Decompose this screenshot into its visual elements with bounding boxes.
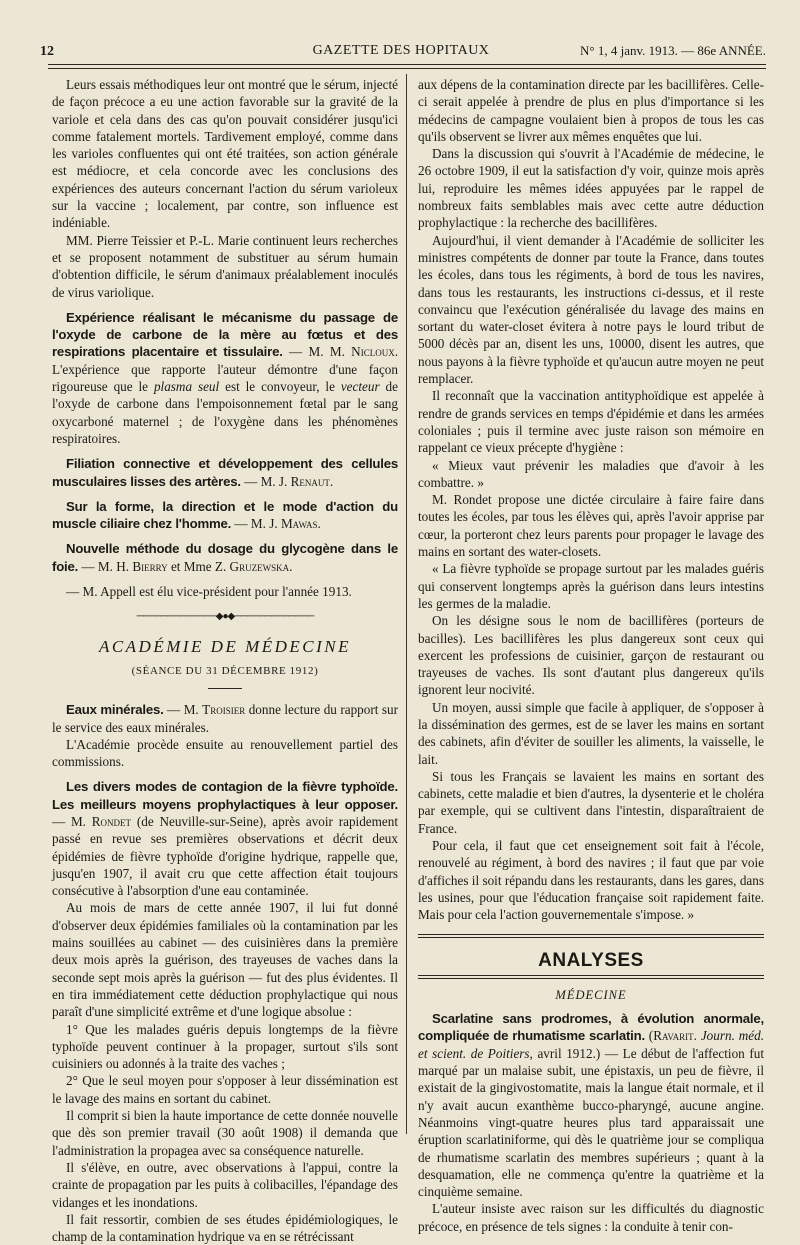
section-double-rule xyxy=(418,934,764,938)
paragraph: Il fait ressortir, combien de ses études épidémiologiques, le champ de la contamination hydrique va en se rétrécissant xyxy=(52,1211,398,1245)
article-author: Ravarit. xyxy=(653,1028,697,1044)
page-number: 12 xyxy=(40,44,54,59)
section-double-rule xyxy=(418,975,764,979)
article-author: Bierry xyxy=(132,558,168,574)
article-author-prefix: — M. xyxy=(52,813,86,829)
ornament-divider: ─────────────◆●◆───────────── xyxy=(136,611,314,623)
article-glycogene xyxy=(52,540,398,575)
short-rule xyxy=(208,688,242,689)
article-muscle-ciliaire xyxy=(52,498,398,533)
article-author-prefix: — M. J. xyxy=(244,473,288,489)
article-author-mid: et Mme Z. xyxy=(170,558,227,574)
ref-date: avril 1912.) — xyxy=(537,1045,619,1061)
issue-info: N° 1, 4 janv. 1913. — 86e ANNÉE. xyxy=(580,43,766,58)
article-author: Troisier xyxy=(202,702,246,718)
article-scarlatine xyxy=(418,1010,764,1200)
paragraph: Il comprit si bien la haute importance de cette donnée nouvelle que dès son premier travail (30 août 1908) il demanda que l'administration la propagea avec sa conséquence naturelle. xyxy=(52,1108,398,1158)
paragraph: Leurs essais méthodiques leur ont montré que le sérum, injecté de façon précoce a eu une action favorable sur la gravité de la variole et cela dans des cas qu'on pouvait considérer jusqu'ici comme fatalement mortels. Tardivement employé, comme dans les varioles confluentes qui ont été traitées, son action générale est médiocre, et cela concorde avec les conclusions des expériences des auteurs concernant l'action du sérum varioleux sur la vaccine ; localement, par contre, son influence est indéniable. xyxy=(52,77,398,231)
paragraph: Dans la discussion qui s'ouvrit à l'Académie de médecine, le 26 octobre 1909, il eut la satisfaction d'y voir, quinze mois après lui, reproduire les mêmes idées appuyées par le rappel de nombreux faits semblables mais avec cette autre déduction prophylactique : la recherche des bacillifères. xyxy=(418,146,764,231)
column-divider xyxy=(406,74,407,1134)
paragraph: L'auteur insiste avec raison sur les difficultés du diagnostic précoce, en présence de tels signes : la conduite à tenir con- xyxy=(418,1201,764,1234)
italic-term: vecteur xyxy=(340,379,380,395)
article-title: Filiation connective et développement des cellules musculaires lisses des artères. xyxy=(52,456,398,489)
article-author: — M. M. Nicloux. xyxy=(289,344,398,360)
paragraph: L'Académie procède ensuite au renouvellement partiel des commissions. xyxy=(52,736,398,770)
article-title: Les divers modes de contagion de la fièvre typhoïde. Les meilleurs moyens prophylactiques à leur opposer. xyxy=(52,779,398,812)
paragraph: MM. Pierre Teissier et P.-L. Marie continuent leurs recherches et se proposent notamment de substituer au sérum humain d'obtention difficile, le sérum d'animaux préalablement inoculés de virus variolique. xyxy=(52,232,398,300)
appell-note: — M. Appell est élu vice-président pour l'année 1913. xyxy=(66,584,352,600)
article-title: Scarlatine sans prodromes, à évolution anormale, compliquée de rhumatisme scarlatin. xyxy=(418,1011,764,1044)
article-eaux xyxy=(52,701,398,736)
seance-date: (SÉANCE DU 31 DÉCEMBRE 1912) xyxy=(131,664,319,677)
article-text: de l'oxyde de carbone dans l'empoisonnement fœtal par le sang oxycarboné maternel ; de l'oxygène dans les phénomènes respiratoires. xyxy=(52,379,398,446)
article-text: L'expérience que rapporte l'auteur démontre d'une façon rigoureuse que le xyxy=(52,361,398,395)
quote: « La fièvre typhoïde se propage surtout par les malades guéris qui conservent longtemps après la guérison dans leurs intestins les germes de la maladie. xyxy=(418,561,764,611)
subsection-title-medecine: MÉDECINE xyxy=(555,987,627,1002)
article-author-prefix: — M. xyxy=(167,702,199,718)
article-text: (de Neuville-sur-Seine), après avoir rapidement passé en revue ses premières observations et décrit deux épidémies de fièvre typhoïde d'origine hydrique, rappelle que, jusqu'en 1907, il avait cru que cette affection était toujours consécutive à l'absorption d'une eau contaminée. xyxy=(52,813,399,899)
paragraph: M. Rondet propose une dictée circulaire à faire faire dans toutes les écoles, par tous les élèves qui, après l'avoir apprise par cœur, la porteront chez leurs parents pour propager le lavage des mains en sortant des water-closets. xyxy=(418,492,764,560)
paragraph: 2° Que le seul moyen pour s'opposer à leur dissémination est le lavage des mains en sortant du cabinet. xyxy=(52,1073,398,1106)
ref-paren: ( xyxy=(648,1028,654,1044)
article-experience xyxy=(52,309,398,447)
article-author: Renaut. xyxy=(290,473,334,489)
paragraph: aux dépens de la contamination directe par les bacillifères. Celle-ci serait appelée à prendre de plus en plus d'importance si les médecins de campagne voulaient bien à propos de tous les cas qu'ils observent se livrer aux mêmes enquêtes que lui. xyxy=(418,77,764,144)
italic-term: plasma seul xyxy=(153,379,220,395)
article-author-prefix: — M. H. xyxy=(81,558,130,574)
paragraph: 1° Que les malades guéris depuis longtemps de la fièvre typhoïde peuvent continuer à la propager, surtout s'ils sont cuisiniers ou adonnés à la traite des vaches ; xyxy=(52,1021,398,1072)
journal-ref: Journ. méd. et scient. de Poitiers, xyxy=(418,1028,764,1061)
article-typhoide xyxy=(52,778,398,899)
page-header xyxy=(36,40,766,62)
article-author: Mawas. xyxy=(280,516,321,532)
article-author-prefix: — M. J. xyxy=(234,516,278,532)
article-text: donne lecture du rapport sur le service des eaux minérales. xyxy=(52,702,398,735)
article-text: Le début de l'affection fut marqué par un malaise subit, une épistaxis, un peu de fièvre, il existait de la gingivostomatite, mais la langue était normale, et il n'y avait aucun exanthème bucco-pharyngé, aucune angine. Néanmoins vingt-quatre heures plus tard apparaissait une éruption scarlatiniforme, qui dès le quatrième jour se compliqua de rhumatisme scarlatin des membres supérieurs ; quant à la desquamation, elle ne commença qu'entre la quatrième et la cinquième semaine. xyxy=(418,1045,764,1200)
header-rule xyxy=(48,64,766,65)
paragraph: Au mois de mars de cette année 1907, il lui fut donné d'observer deux épidémies familiales où la contamination par les mains souillées au cabinet — des cuisinières dans la première deux mois après la guérison, des trayeuses de vaches dans la seconde sept mois après la guérison — fut des plus évidentes. Il en tira immédiatement cette déduction prophylactique qui nous paraît d'une simplicité extrême et d'une logique absolue : xyxy=(52,900,398,1020)
journal-title: GAZETTE DES HOPITAUX xyxy=(312,43,490,58)
section-title-analyses: ANALYSES xyxy=(538,949,644,971)
article-filiation xyxy=(52,455,398,490)
article-author: Gruzewska. xyxy=(229,558,293,574)
paragraph: Il s'élève, en outre, avec observations à l'appui, contre la crainte de propagation par les puits à colibacilles, l'épandage des vidanges et les inondations. xyxy=(52,1159,398,1210)
article-text: est le convoyeur, le xyxy=(225,379,335,395)
article-title: Nouvelle méthode du dosage du glycogène dans le foie. xyxy=(52,541,398,574)
section-title-academie: ACADÉMIE DE MÉDECINE xyxy=(98,636,352,656)
article-title: Eaux minérales. xyxy=(66,702,164,718)
paragraph: Aujourd'hui, il vient demander à l'Académie de solliciter les ministres compétents de donner par toute la France, dans toutes les écoles, dans tous les régiments, à bord de tous les navires, dans tous les restaurants, les instructions ci-dessus, et il reste convaincu que l'exécution généralisée du lavage des mains en sortant du water-closet évitera à notre pays le lourd tribut de 5000 décès par an, disent les uns, 10000, disent les autres, que nous payons à la fièvre typhoïde et qu'aucun autre moyen ne peut remplacer. xyxy=(418,232,764,387)
header-rule-inner xyxy=(48,68,766,69)
paragraph: On les désigne sous le nom de bacillifères (porteurs de bacilles). Les bacillifères les plus dangereux sont ceux qui exercent les professions de cuisinier, garçon de restaurant ou trayeuses de vaches. Ils sont d'autant plus dangereux qu'ils ignorent leur nocivité. xyxy=(418,613,764,698)
paragraph: Si tous les Français se lavaient les mains en sortant des cabinets, cette maladie et bien d'autres, la dysenterie et le choléra par exemple, qui se cultivent dans l'intestin, disparaîtraient de France. xyxy=(418,768,764,836)
paragraph: Il reconnaît que la vaccination antityphoïdique est appelée à rendre de grands services en temps d'épidémie et dans les armées coloniales ; puis il termine avec juste raison son mémoire en rappelant ce vieux précepte d'hygiène : xyxy=(418,388,764,456)
paragraph: Pour cela, il faut que cet enseignement soit fait à l'école, renouvelé au régiment, à bord des navires ; il faut que par voie d'affiches il soit répandu dans les restaurants, dans les gares, dans les usines, pour que l'éducation française soit rapidement faite. Mais pour cela l'action gouvernementale s'impose. » xyxy=(418,838,764,923)
article-title: Expérience réalisant le mécanisme du passage de l'oxyde de carbone de la mère au fœtus et des respirations placentaire et tissulaire. xyxy=(52,309,398,360)
right-column xyxy=(418,76,764,1235)
quote: « Mieux vaut prévenir les maladies que d'avoir à les combattre. » xyxy=(418,457,764,490)
paragraph: Un moyen, aussi simple que facile à appliquer, de s'opposer à la dissémination des germes, est de se laver les mains en sortant des cabinets, afin d'éviter de souiller les aliments, la vaisselle, le lait. xyxy=(418,699,764,767)
article-author: Rondet xyxy=(91,813,132,829)
left-column xyxy=(52,76,398,1245)
article-title: Sur la forme, la direction et le mode d'action du muscle ciliaire chez l'homme. xyxy=(52,498,398,532)
